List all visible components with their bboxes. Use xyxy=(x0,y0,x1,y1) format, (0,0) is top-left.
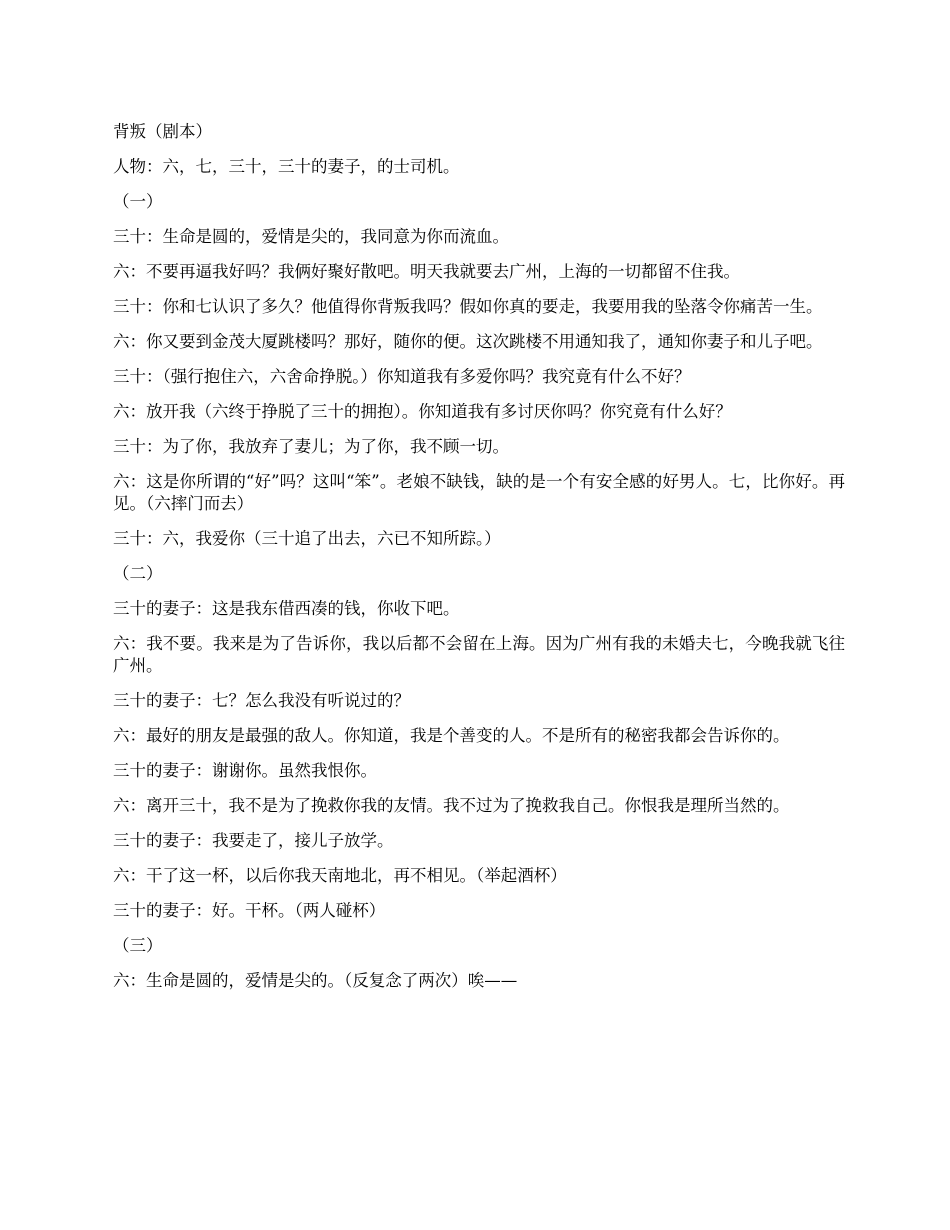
script-line: 三十：你和七认识了多久？他值得你背叛我吗？假如你真的要走，我要用我的坠落令你痛苦一生。 xyxy=(113,297,823,316)
script-line: 六：干了这一杯，以后你我天南地北，再不相见。（举起酒杯） xyxy=(113,866,567,885)
script-line: 三十：六，我爱你（三十追了出去，六已不知所踪。） xyxy=(113,529,501,548)
script-line: （三） xyxy=(113,936,163,955)
character-list: 人物：六，七，三十，三十的妻子，的士司机。 xyxy=(113,157,460,176)
script-line: 六：离开三十，我不是为了挽救你我的友情。我不过为了挽救我自己。你恨我是理所当然的。 xyxy=(113,796,790,815)
script-line: （二） xyxy=(113,564,163,583)
script-line: 六：你又要到金茂大厦跳楼吗？那好，随你的便。这次跳楼不用通知我了，通知你妻子和儿子吧。 xyxy=(113,332,823,351)
script-line: 三十的妻子：好。干杯。（两人碰杯） xyxy=(113,901,386,920)
script-line: 三十：为了你，我放弃了妻儿；为了你，我不顾一切。 xyxy=(113,437,509,456)
script-line: 六：这是你所谓的“好”吗？这叫“笨”。老娘不缺钱，缺的是一个有安全感的好男人。七，比你好。再见。（六摔门而去） xyxy=(113,472,845,513)
script-line: 六：最好的朋友是最强的敌人。你知道，我是个善变的人。不是所有的秘密我都会告诉你的。 xyxy=(113,726,790,745)
script-line: （一） xyxy=(113,192,163,211)
script-paragraphs xyxy=(113,191,845,992)
script-line: 三十：生命是圆的，爱情是尖的，我同意为你而流血。 xyxy=(113,227,509,246)
script-line: 六：我不要。我来是为了告诉你，我以后都不会留在上海。因为广州有我的未婚夫七，今晚我就飞往广州。 xyxy=(113,634,845,675)
script-line: 三十的妻子：我要走了，接儿子放学。 xyxy=(113,831,394,850)
document-title: 背叛（剧本） xyxy=(113,122,212,141)
script-line: 三十的妻子：谢谢你。虽然我恨你。 xyxy=(113,761,377,780)
document-body xyxy=(113,121,845,1005)
script-line: 三十的妻子：这是我东借西凑的钱，你收下吧。 xyxy=(113,599,460,618)
script-line: 六：生命是圆的，爱情是尖的。（反复念了两次）唉—— xyxy=(113,971,518,990)
script-line: 三十的妻子：七？怎么我没有听说过的？ xyxy=(113,691,410,710)
script-line: 六：放开我（六终于挣脱了三十的拥抱）。你知道我有多讨厌你吗？你究竟有什么好？ xyxy=(113,402,732,421)
script-line: 三十：（强行抱住六，六舍命挣脱。）你知道我有多爱你吗？我究竟有什么不好？ xyxy=(113,367,691,386)
script-line: 六：不要再逼我好吗？我俩好聚好散吧。明天我就要去广州，上海的一切都留不住我。 xyxy=(113,262,740,281)
